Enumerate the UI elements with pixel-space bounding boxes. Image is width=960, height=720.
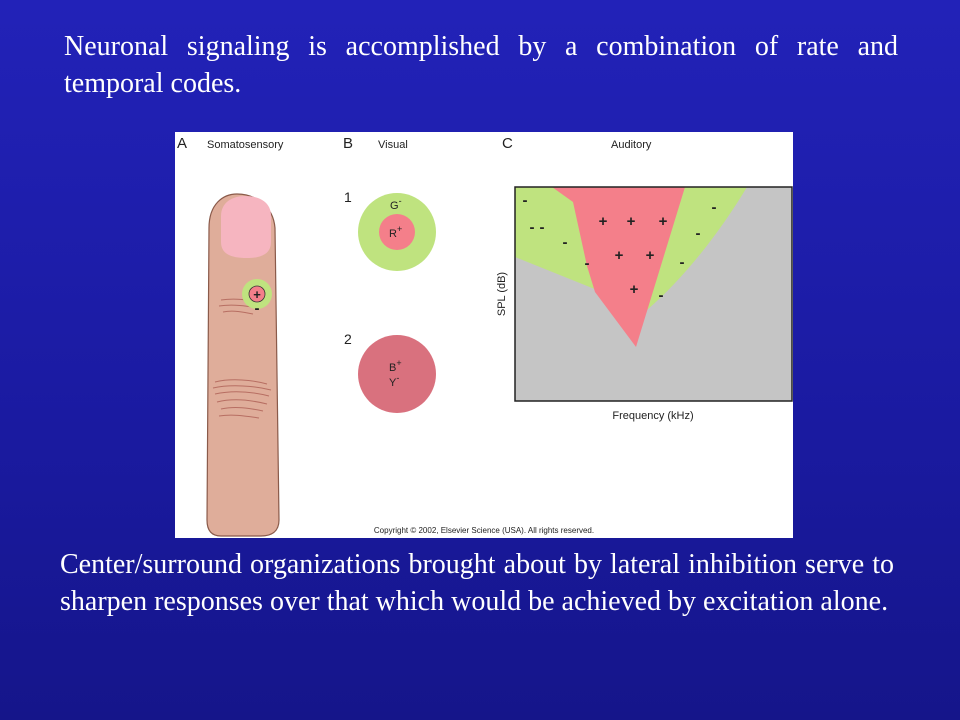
inhibitory-sign: - xyxy=(562,234,568,251)
panel-b-title: Visual xyxy=(378,139,408,151)
inhibitory-sign: - xyxy=(658,287,664,304)
inhibitory-sign: - xyxy=(584,255,590,272)
finger-illustration xyxy=(207,194,279,536)
sensory-field-figure xyxy=(175,132,793,538)
inhibitory-sign: - xyxy=(695,225,701,242)
inhibitory-sign: - xyxy=(539,219,545,236)
inhibitory-sign: - xyxy=(679,254,685,271)
inhibitory-sign: - xyxy=(711,199,717,216)
inhibitory-sign: - xyxy=(529,219,535,236)
excitatory-sign: + xyxy=(629,281,639,298)
tactile-center-sign: + xyxy=(253,287,261,302)
panel-b-letter: B xyxy=(343,135,354,152)
copyright-notice: Copyright © 2002, Elsevier Science (USA). All rights reserved. xyxy=(373,526,595,535)
fingernail xyxy=(221,196,271,258)
inhibitory-sign: - xyxy=(522,192,528,209)
visual-cell-2-line-2: Y- xyxy=(389,373,400,389)
panel-a-letter: A xyxy=(177,135,188,152)
tactile-surround-sign: - xyxy=(254,300,260,317)
slide-top-text: Neuronal signaling is accomplished by a combination of rate and temporal codes. xyxy=(64,31,898,99)
visual-cell-2-line-1: B+ xyxy=(389,358,402,374)
excitatory-sign: + xyxy=(658,213,668,230)
excitatory-sign: + xyxy=(645,247,655,264)
auditory-tuning-plot xyxy=(496,187,792,422)
excitatory-sign: + xyxy=(626,213,636,230)
excitatory-sign: + xyxy=(598,213,608,230)
x-axis-label: Frequency (kHz) xyxy=(612,410,694,422)
visual-cell-2-number: 2 xyxy=(344,331,352,347)
visual-cell-1-number: 1 xyxy=(344,189,352,205)
excitatory-sign: + xyxy=(614,247,624,264)
figure-svg xyxy=(175,132,793,538)
slide-bottom-text: Center/surround organizations brought about by lateral inhibition serve to sharpen responses over that which would be achieved by excitation alone. xyxy=(60,549,894,617)
panel-c-title: Auditory xyxy=(611,139,652,151)
y-axis-label: SPL (dB) xyxy=(496,271,508,317)
panel-c-letter: C xyxy=(502,135,513,152)
visual-cell-1-surround-label: G- xyxy=(390,196,402,212)
visual-cell-1-center-label: R+ xyxy=(389,224,403,240)
panel-a-title: Somatosensory xyxy=(207,139,284,151)
